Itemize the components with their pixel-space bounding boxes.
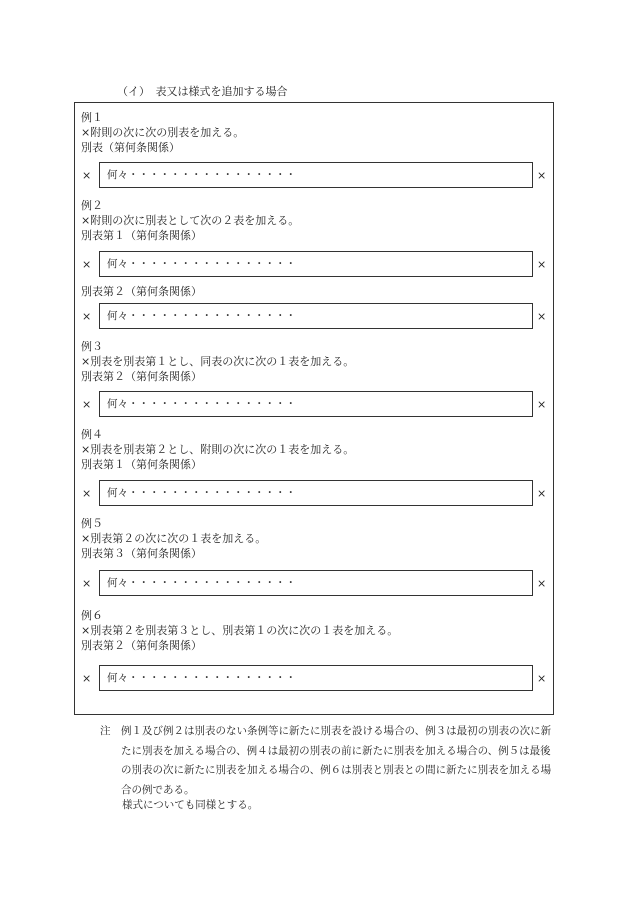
x-mark-right: ×	[537, 577, 547, 590]
x-mark-right: ×	[537, 487, 547, 500]
x-mark-right: ×	[537, 258, 547, 271]
x-mark-left: ×	[82, 398, 92, 411]
footnote	[100, 722, 555, 800]
x-mark-right: ×	[537, 310, 547, 323]
example-2-label: 例２	[81, 199, 103, 212]
example-1-instruction: ×附則の次に次の別表を加える。	[81, 126, 245, 139]
example-6-table-1-caption: 別表第２（第何条関係）	[81, 639, 202, 652]
example-1-label: 例１	[81, 111, 103, 124]
x-mark-left: ×	[82, 169, 92, 182]
example-5-label: 例５	[81, 517, 103, 530]
example-2-instruction: ×附則の次に別表として次の２表を加える。	[81, 214, 300, 227]
example-2-table-1-box: 何々・・・・・・・・・・・・・・・・	[99, 251, 533, 277]
example-4-label: 例４	[81, 428, 103, 441]
example-1-table-1-caption: 別表（第何条関係）	[81, 141, 180, 154]
example-1-table-1-box: 何々・・・・・・・・・・・・・・・・	[99, 162, 533, 188]
x-mark-left: ×	[82, 672, 92, 685]
example-3-label: 例３	[81, 340, 103, 353]
example-3-instruction: ×別表を別表第１とし、同表の次に次の１表を加える。	[81, 355, 355, 368]
section-heading: （イ） 表又は様式を追加する場合	[117, 85, 288, 98]
example-4-table-1-box: 何々・・・・・・・・・・・・・・・・	[99, 480, 533, 506]
example-5-table-1-caption: 別表第３（第何条関係）	[81, 547, 202, 560]
example-6-table-1-box: 何々・・・・・・・・・・・・・・・・	[99, 665, 533, 691]
example-4-table-1-caption: 別表第１（第何条関係）	[81, 458, 202, 471]
example-3-table-1-box: 何々・・・・・・・・・・・・・・・・	[99, 391, 533, 417]
x-mark-right: ×	[537, 169, 547, 182]
x-mark-left: ×	[82, 258, 92, 271]
example-5-instruction: ×別表第２の次に次の１表を加える。	[81, 532, 267, 545]
example-6-label: 例６	[81, 609, 103, 622]
footnote-text: 注 例１及び例２は別表のない条例等に新たに別表を設ける場合の、例３は最初の別表の次に新たに別表を加える場合の、例４は最初の別表の前に新たに別表を加える場合の、例５は最後の別表の次に新たに別表を加える場合の、例６は別表と別表との間に新たに別表を加える場合の例である。	[100, 725, 552, 796]
x-mark-left: ×	[82, 310, 92, 323]
example-2-table-2-caption: 別表第２（第何条関係）	[81, 285, 202, 298]
example-5-table-1-box: 何々・・・・・・・・・・・・・・・・	[99, 570, 533, 596]
footnote-forms: 様式についても同様とする。	[122, 799, 259, 811]
x-mark-right: ×	[537, 398, 547, 411]
example-4-instruction: ×別表を別表第２とし、附則の次に次の１表を加える。	[81, 443, 355, 456]
x-mark-left: ×	[82, 577, 92, 590]
x-mark-left: ×	[82, 487, 92, 500]
example-6-instruction: ×別表第２を別表第３とし、別表第１の次に次の１表を加える。	[81, 624, 399, 637]
x-mark-right: ×	[537, 672, 547, 685]
example-2-table-2-box: 何々・・・・・・・・・・・・・・・・	[99, 303, 533, 329]
example-2-table-1-caption: 別表第１（第何条関係）	[81, 229, 202, 242]
example-3-table-1-caption: 別表第２（第何条関係）	[81, 370, 202, 383]
